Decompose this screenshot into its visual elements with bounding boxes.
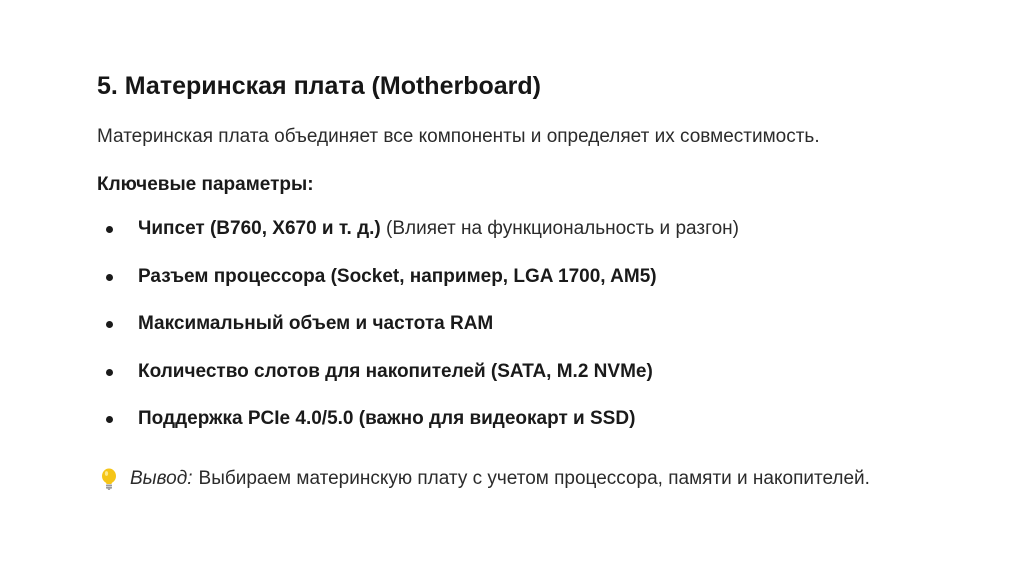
list-item xyxy=(97,408,739,456)
bullet-dot-icon xyxy=(106,226,113,233)
conclusion-text: Выбираем материнскую плату с учетом процессора, памяти и накопителей. xyxy=(198,468,870,489)
bullet-dot-icon xyxy=(106,369,113,376)
list-item-rest: (Влияет на функциональность и разгон) xyxy=(380,218,739,239)
page-title: 5. Материнская плата (Motherboard) xyxy=(97,72,541,100)
bullet-dot-icon xyxy=(106,416,113,423)
intro-text: Материнская плата объединяет все компоненты и определяет их совместимость. xyxy=(97,126,820,147)
list-item-bold: Поддержка PCIe 4.0/5.0 xyxy=(138,408,354,429)
bullet-dot-icon xyxy=(106,274,113,281)
list-item xyxy=(97,361,739,409)
list-item xyxy=(97,313,739,361)
list-item-bold: Количество слотов для накопителей xyxy=(138,360,486,382)
bullet-dot-icon xyxy=(106,321,113,328)
list-item-bold: Максимальный объем и частота RAM xyxy=(138,313,494,334)
conclusion xyxy=(100,468,870,490)
list-item-rest: (SATA, M.2 NVMe) xyxy=(485,360,653,382)
lightbulb-icon xyxy=(100,468,118,490)
list-item xyxy=(97,266,739,314)
params-list xyxy=(97,218,739,456)
list-item-bold: Разъем процессора xyxy=(138,265,326,287)
list-item-rest: (важно для видеокарт и SSD) xyxy=(353,408,636,429)
list-item xyxy=(97,218,739,266)
params-title: Ключевые параметры: xyxy=(97,174,314,195)
conclusion-label: Вывод: xyxy=(130,468,193,489)
list-item-bold: Чипсет (B760, X670 и т. д.) xyxy=(138,218,381,239)
list-item-rest: (Socket, например, LGA 1700, AM5) xyxy=(325,265,657,287)
